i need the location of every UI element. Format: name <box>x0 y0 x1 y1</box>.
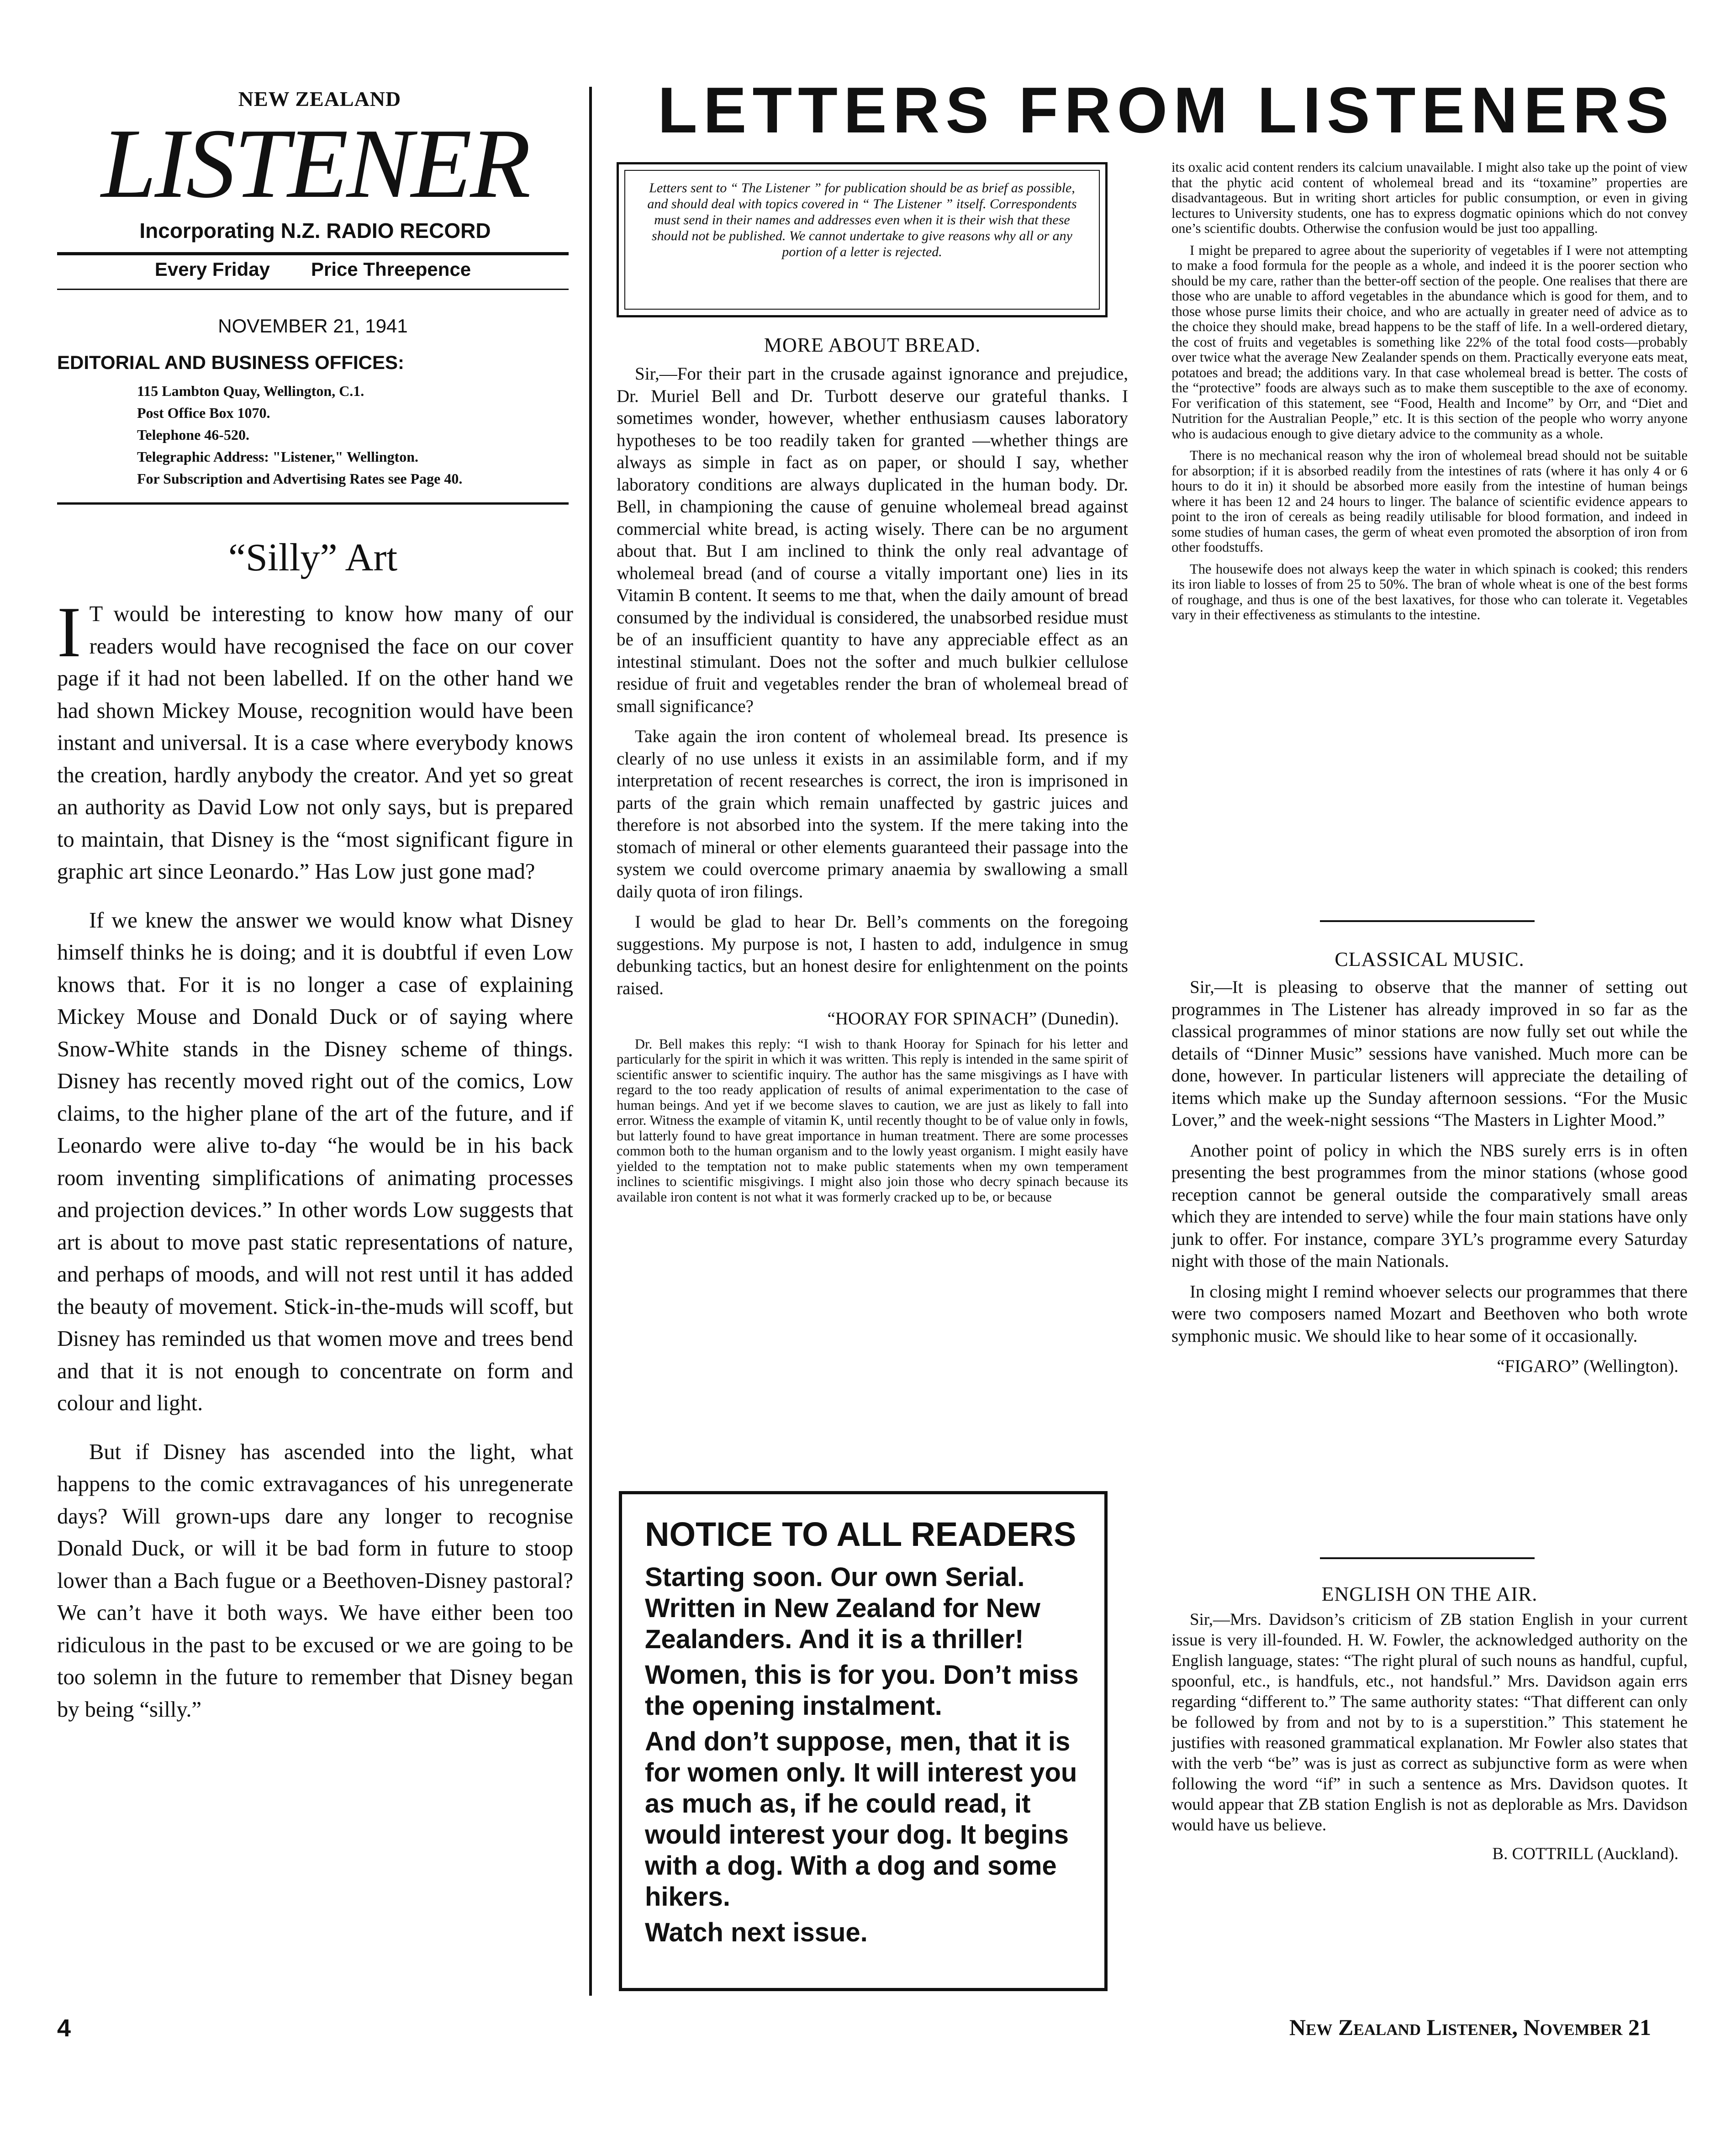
bread-letter <box>617 333 1128 1211</box>
column-rule <box>589 87 592 1996</box>
address-line: Telegraphic Address: "Listener," Wellington. <box>137 448 419 465</box>
letter-paragraph: Sir,—Mrs. Davidson’s criticism of ZB station English in your current issue is very ill-founded. H. W. Fowler, the acknowledged authority on the English language, states: “The right plural of such nouns as handful, cupful, spoonful, etc., is handfuls, etc., not handsful.” Mrs. Davidson again errs regarding “different to.” The same authority states: “That different can only be followed by from and not by to is a superstition.” This statement he justifies with reasoned grammatical explanation. Mr Fowler also states that with the verb “be” was is just as correct as subjunctive form as were when following the word “if” in such a sentence as Mrs. Davidson quotes. It would appear that ZB station English is not as deplorable as Mrs. Davidson would have us believe. <box>1171 1610 1688 1835</box>
address-line: 115 Lambton Quay, Wellington, C.1. <box>137 383 364 399</box>
masthead-bar <box>57 258 569 280</box>
editorial-title: “Silly” Art <box>228 535 398 579</box>
address-line: For Subscription and Advertising Rates see Page 40. <box>137 470 463 487</box>
divider-rule <box>1320 920 1535 922</box>
masthead-top-rule <box>57 252 569 255</box>
page-number: 4 <box>57 2014 71 2042</box>
english-letter <box>1171 1582 1688 1864</box>
bread-signature: “HOORAY FOR SPINACH” (Dunedin). <box>827 1009 1119 1028</box>
issue-date: NOVEMBER 21, 1941 <box>218 315 408 337</box>
english-letter-body <box>1171 1609 1688 1864</box>
letter-paragraph: I would be glad to hear Dr. Bell’s comments on the foregoing suggestions. My purpose is not, I hasten to add, indulgence in smug debunking tactics, but an honest desire for enlightenment on the points raised. <box>617 912 1128 998</box>
masthead-frequency: Every Friday <box>154 258 270 280</box>
music-letter-body <box>1171 976 1688 1378</box>
offices-heading: EDITORIAL AND BUSINESS OFFICES: <box>57 352 404 373</box>
reply-paragraph: There is no mechanical reason why the iron of wholemeal bread should not be suitable for absorption; if it is absorbed readily from the intestines of rats (where it has only 4 or 6 hours to do it in) it should be absorbed more easily from the intestine of human beings where it has been 12 and 24 hours to linger. The balance of scientific evidence appears to point to the iron of cereals as being readily utilisable for blood formation, and indeed in some studies of human cases, the germ of wheat even promoted the absorption of iron from other foodstuffs. <box>1171 448 1688 555</box>
editorial-body <box>57 592 573 1742</box>
masthead-bottom-rule <box>57 289 569 290</box>
reply-paragraph: its oxalic acid content renders its calcium unavailable. I might also take up the point of view that the phytic acid content of wholemeal bread and its “toxamine” properties are disadvantageous. But in writing short articles for public consumption, or even in giving lectures to University students, one has to express dogmatic opinions which do not convey one’s scientific doubts. Otherwise the confusion would be just too appalling. <box>1171 159 1688 236</box>
drop-cap: I <box>57 592 81 672</box>
letter-paragraph: Sir,—For their part in the crusade against ignorance and prejudice, Dr. Muriel Bell and Dr. Turbott deserve our grateful thanks. I sometimes wonder, however, whether enthusiasm causes laboratory hypotheses to be too readily taken for granted —whether things are always as simple in fact as on paper, or should I say, whether laboratory conditions are always duplicated in the human body. Dr. Bell, in championing the cause of genuine wholemeal bread against commercial white bread, is acting wisely. There can be no argument about that. But I am inclined to think the only real advantage of wholemeal bread (and of course a vitally important one) lies in its Vitamin B content. It seems to me that, when the daily amount of bread consumed by the individual is considered, the unabsorbed residue must be of an insufficient quantity to have any appreciable effect as an intestinal stimulant. Does not the softer and much bulkier cellulose residue of fruit and vegetables render the bran of wholemeal bread of small significance? <box>617 364 1128 716</box>
readers-notice-line: Starting soon. Our own Serial. Written in New Zealand for New Zealanders. And it is a thriller! <box>645 1562 1040 1654</box>
section-title: LETTERS FROM LISTENERS <box>658 74 1675 147</box>
letter-paragraph: Take again the iron content of wholemeal bread. Its presence is clearly of no use unless it exists in an assimilable form, and if my interpretation of recent researches is correct, the iron is imprisoned in parts of the grain which remain unaffected by gastric juices and therefore is not absorbed into the system. If the mere taking into the stomach of mineral or other elements guaranteed their passage into the system we could overcome primary anaemia by swallowing a small daily quota of iron filings. <box>617 727 1128 901</box>
address-line: Telephone 46-520. <box>137 427 249 443</box>
editorial-paragraph: I T would be interesting to know how many of our readers would have recognised the face on our cover page if it had not been labelled. If on the other hand we had shown Mickey Mouse, recognition would have been instant and universal. It is a case where everybody knows the creation, hardly anybody the creator. And yet so great an authority as David Low not only says, but is prepared to maintain, that Disney is the “most significant figure in graphic art since Leonardo.” Has Low just gone mad? <box>57 592 573 884</box>
bell-reply <box>617 1037 1128 1205</box>
reply-paragraph: I might be prepared to agree about the superiority of vegetables if I were not attempting to make a food formula for the people as a whole, and indeed it is the poorer section who should be my care, rather than the better-off section of the people. One realises that there are those who are unable to afford vegetables in the abundance which is good for them, and to those whose purse limits their choice, and who are actually in greater need of advice as to the choice they should make, bread happens to be the staff of life. In a well-ordered dietary, the cost of fruits and vegetables is something like 22% of the total food costs—probably over twice what the average New Zealander spends on them. Practically everyone eats meat, potatoes and bread; the additions vary. In that case wholemeal bread is better. The costs of the “protective” foods are always such as to make them susceptible to the axe of economy. For verification of this statement, see “Food, Health and Income” by Orr, and “Diet and Nutrition for the Australian People,” etc. It is this section of the people who worry anyone who is audacious enough to give dietary advice to the community as a whole. <box>1171 242 1688 442</box>
masthead-incorporating: Incorporating N.Z. RADIO RECORD <box>139 219 491 242</box>
bread-heading: MORE ABOUT BREAD. <box>764 334 981 356</box>
letters-notice-box <box>617 162 1108 317</box>
english-heading: ENGLISH ON THE AIR. <box>1321 1583 1538 1605</box>
music-signature: “FIGARO” (Wellington). <box>1497 1356 1678 1376</box>
masthead-title: LISTENER <box>101 109 529 219</box>
music-letter <box>1171 948 1688 1378</box>
address-line: Post Office Box 1070. <box>137 405 270 421</box>
office-address <box>137 380 575 490</box>
letter-paragraph: In closing might I remind whoever selects our programmes that there were two composers named Mozart and Beethoven who both wrote symphonic music. We should like to hear some of it occasionally. <box>1171 1281 1688 1346</box>
masthead-country: NEW ZEALAND <box>238 87 401 111</box>
reply-paragraph: The housewife does not always keep the water in which spinach is cooked; this renders its iron liable to losses of from 25 to 50%. The bran of whole wheat is one of the best forms of roughage, and thus is one of the best laxatives, for those who can tolerate it. Vegetables vary in their effectiveness as stimulants to the intestine. <box>1171 561 1688 622</box>
masthead-price: Price Threepence <box>311 258 471 280</box>
editorial-paragraph: If we knew the answer we would know what Disney himself thinks he is doing; and it is doubtful if even Low knows that. For it is no longer a case of explaining Mickey Mouse and Donald Duck or of saying where Snow-White stands in the Disney scheme of things. Disney has recently moved right out of the comics, Low claims, to the higher plane of the art of the future, and if Leonardo were alive to-day “he would be in his back room inventing simplifications of animating processes and projection devices.” In other words Low suggests that art is about to move past static representations of nature, and perhaps of moods, and will not rest until it has added the beauty of movement. Stick-in-the-muds will scoff, but Disney has reminded us that women move and trees bend and that it is not enough to concentrate on form and colour and light. <box>57 908 573 1415</box>
music-heading: CLASSICAL MUSIC. <box>1335 948 1525 970</box>
divider-rule <box>1320 1557 1535 1559</box>
readers-notice-box <box>619 1491 1108 1991</box>
reply-paragraph: Dr. Bell makes this reply: “I wish to thank Hooray for Spinach for his letter and particularly for the spirit in which it was written. This reply is intended in the same spirit of scientific answer to scientific inquiry. The author has the same misgivings as I have with regard to the too ready application of results of animal experimentation to the case of human beings. And yet if we become slaves to caution, we are just as likely to fall into error. Witness the example of vitamin K, until recently thought to be of value only in fowls, but latterly found to have great importance in human treatment. There are some processes common both to the human organism and to the lowly yeast organism. I might easily have yielded to the temptation not to make public statements when my own temperament inclines to scientific misgivings. I might also join those who decry spinach because its available iron content is not what it was formerly cracked up to be, or because <box>617 1036 1128 1205</box>
editorial-top-rule <box>57 502 569 505</box>
bread-letter-body <box>617 363 1128 1030</box>
readers-notice-line: And don’t suppose, men, that it is for women only. It will interest you as much as, if he could read, it would interest your dog. It begins with a dog. With a dog and some hikers. <box>645 1727 1077 1912</box>
readers-notice-title: NOTICE TO ALL READERS <box>645 1515 1076 1553</box>
reply-continued <box>1171 160 1688 629</box>
readers-notice-line: Women, this is for you. Don’t miss the opening instalment. <box>645 1660 1079 1721</box>
page-footer: New Zealand Listener, November 21 <box>1289 2014 1651 2040</box>
bell-reply-continued <box>1171 160 1688 623</box>
letters-notice: Letters sent to “ The Listener ” for publication should be as brief as possible, and should deal with topics covered in “ The Listener ” itself. Correspondents must send in their names and addresses even when it is their wish that these should not be published. We cannot undertake to give reasons why all or any portion of a letter is rejected. <box>624 170 1100 310</box>
english-signature: B. COTTRILL (Auckland). <box>1492 1845 1678 1863</box>
readers-notice-line: Watch next issue. <box>645 1918 868 1947</box>
editorial-paragraph: But if Disney has ascended into the light, what happens to the comic extravagances of his unregenerate days? Will grown-ups dare any longer to recognise Donald Duck, or will it be bad form in future to stoop lower than a Bach fugue or a Beethoven-Disney pastoral? We can’t have it both ways. We have either been too ridiculous in the past to be excused or we are going to be too solemn in the future to remember that Disney began by being “silly.” <box>57 1439 573 1722</box>
letter-paragraph: Another point of policy in which the NBS surely errs is in often presenting the best programmes from the minor stations (whose good reception cannot be general outside the comparatively small areas which they are intended to serve) while the four main stations have only junk to offer. For instance, compare 3YL’s programme every Saturday night with those of the main Nationals. <box>1171 1140 1688 1271</box>
letter-paragraph: Sir,—It is pleasing to observe that the manner of setting out programmes in The Listener has already improved in so far as the classical programmes of minor stations are now fully set out while the details of “Dinner Music” sessions have vanished. Much more can be done, however. In particular listeners will appreciate the detailing of items which make up the Sunday afternoon sessions. “For the Music Lover,” and the week-night sessions “The Masters in Lighter Mood.” <box>1171 977 1688 1130</box>
